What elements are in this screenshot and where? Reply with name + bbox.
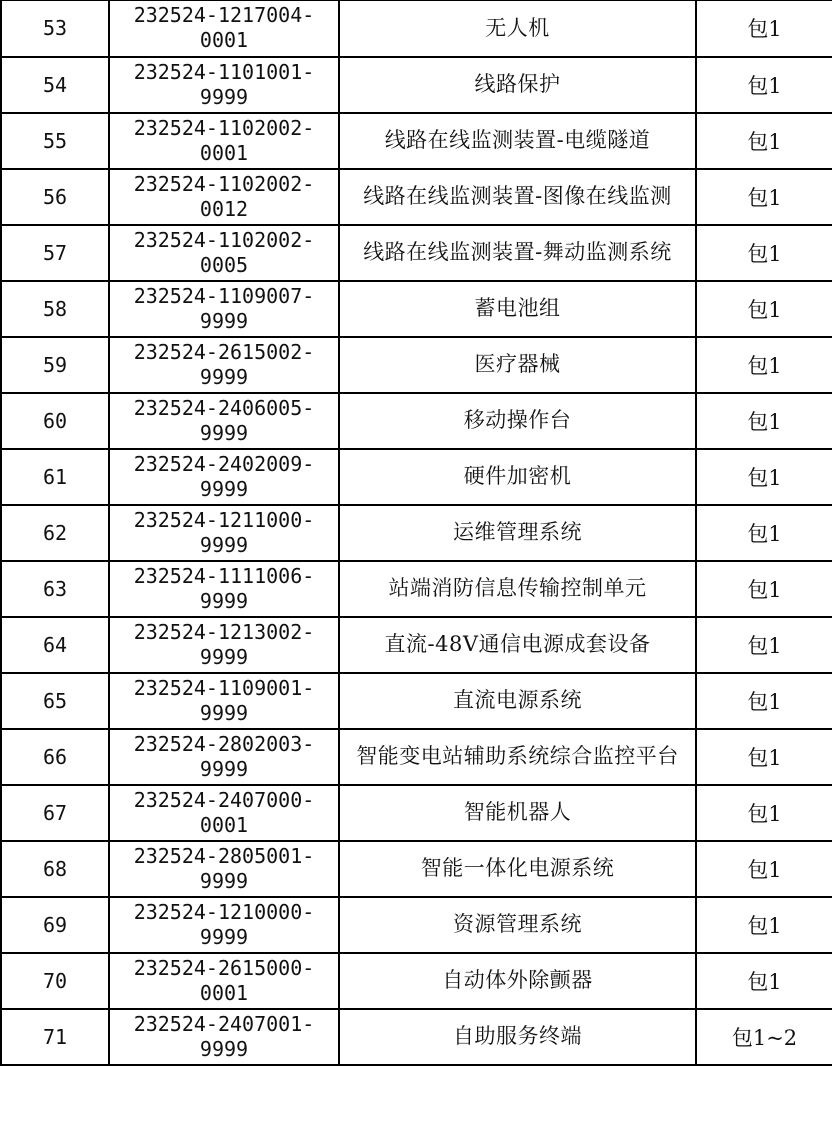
- row-number: 56: [1, 169, 109, 225]
- table-row: [1, 57, 832, 113]
- row-number: 62: [1, 505, 109, 561]
- material-code-line1: 232524-1102002-: [133, 171, 315, 196]
- material-code-line2: 9999: [199, 756, 249, 781]
- material-code-line2: 9999: [199, 588, 249, 613]
- material-code-line2: 0005: [199, 252, 249, 277]
- table-row: [1, 113, 832, 169]
- material-code-line2: 9999: [199, 700, 249, 725]
- material-code-line1: 232524-2615002-: [133, 339, 315, 364]
- material-code: [109, 953, 339, 1009]
- material-code: [109, 281, 339, 337]
- material-code: [109, 561, 339, 617]
- item-name-text: 智能变电站辅助系统综合监控平台: [356, 744, 679, 768]
- material-code: [109, 449, 339, 505]
- material-code: [109, 393, 339, 449]
- table-row: [1, 673, 832, 729]
- item-name-text: 医疗器械: [474, 352, 561, 376]
- material-code-line2: 9999: [199, 476, 249, 501]
- table-row: [1, 169, 832, 225]
- material-code-line2: 0001: [199, 812, 249, 837]
- item-name: [339, 673, 696, 729]
- material-code-line1: 232524-2407000-: [133, 787, 315, 812]
- material-code: [109, 225, 339, 281]
- material-code: [109, 897, 339, 953]
- material-code-line2: 0001: [199, 140, 249, 165]
- item-name: [339, 505, 696, 561]
- table-row: [1, 1, 832, 57]
- item-name-text: 运维管理系统: [453, 520, 582, 544]
- item-name-text: 线路保护: [474, 72, 561, 96]
- item-name-text: 蓄电池组: [474, 296, 561, 320]
- item-name-text: 站端消防信息传输控制单元: [388, 576, 647, 600]
- material-code-line2: 9999: [199, 364, 249, 389]
- item-name: [339, 953, 696, 1009]
- package-label: 包1: [696, 897, 832, 953]
- package-label: 包1: [696, 841, 832, 897]
- item-name: [339, 841, 696, 897]
- package-label: 包1: [696, 169, 832, 225]
- material-code: [109, 729, 339, 785]
- package-label: 包1: [696, 281, 832, 337]
- material-code-line2: 9999: [199, 420, 249, 445]
- row-number: 60: [1, 393, 109, 449]
- material-code-line2: 9999: [199, 532, 249, 557]
- item-name-text: 硬件加密机: [463, 464, 572, 488]
- item-name-text: 移动操作台: [463, 408, 572, 432]
- material-code-line1: 232524-2406005-: [133, 395, 315, 420]
- material-code: [109, 841, 339, 897]
- material-code-line2: 9999: [199, 1036, 249, 1061]
- material-code-line1: 232524-1102002-: [133, 115, 315, 140]
- package-label: 包1: [696, 337, 832, 393]
- row-number: 68: [1, 841, 109, 897]
- row-number: 57: [1, 225, 109, 281]
- table-row: [1, 281, 832, 337]
- material-code-line1: 232524-2407001-: [133, 1011, 315, 1036]
- material-code-line1: 232524-1101001-: [133, 59, 315, 84]
- item-name-text: 线路在线监测装置-舞动监测系统: [363, 240, 672, 264]
- item-name: [339, 225, 696, 281]
- item-name-text: 线路在线监测装置-图像在线监测: [363, 184, 672, 208]
- item-name: [339, 897, 696, 953]
- package-label: 包1: [696, 505, 832, 561]
- material-code: [109, 113, 339, 169]
- item-name: [339, 169, 696, 225]
- row-number: 63: [1, 561, 109, 617]
- material-code-line2: 9999: [199, 924, 249, 949]
- item-name-text: 直流-48V通信电源成套设备: [384, 632, 651, 656]
- material-code-line1: 232524-2615000-: [133, 955, 315, 980]
- material-code: [109, 1, 339, 57]
- material-code-line1: 232524-2805001-: [133, 843, 315, 868]
- material-code-line1: 232524-1109001-: [133, 675, 315, 700]
- row-number: 61: [1, 449, 109, 505]
- item-name-text: 资源管理系统: [453, 912, 582, 936]
- row-number: 53: [1, 1, 109, 57]
- item-name-text: 无人机: [485, 15, 550, 40]
- material-code-line2: 9999: [199, 84, 249, 109]
- row-number: 66: [1, 729, 109, 785]
- row-number: 64: [1, 617, 109, 673]
- package-label: 包1: [696, 1, 832, 57]
- package-label: 包1: [696, 57, 832, 113]
- item-name-text: 直流电源系统: [453, 688, 582, 712]
- material-code-line2: 9999: [199, 868, 249, 893]
- item-name: [339, 57, 696, 113]
- table-row: [1, 1009, 832, 1065]
- material-code-line2: 9999: [199, 308, 249, 333]
- row-number: 65: [1, 673, 109, 729]
- item-name: [339, 393, 696, 449]
- item-name-text: 自动体外除颤器: [442, 968, 593, 992]
- material-code-line1: 232524-2802003-: [133, 731, 315, 756]
- item-name: [339, 1, 696, 57]
- table-row: [1, 729, 832, 785]
- material-code: [109, 505, 339, 561]
- package-label: 包1: [696, 953, 832, 1009]
- item-name-text: 智能一体化电源系统: [420, 856, 615, 880]
- item-name: [339, 337, 696, 393]
- package-label: 包1: [696, 785, 832, 841]
- material-code: [109, 673, 339, 729]
- item-name: [339, 617, 696, 673]
- table-row: [1, 785, 832, 841]
- material-code: [109, 617, 339, 673]
- package-label: 包1: [696, 673, 832, 729]
- package-label: 包1~2: [696, 1009, 832, 1065]
- row-number: 67: [1, 785, 109, 841]
- item-name-text: 自助服务终端: [453, 1024, 582, 1048]
- package-label: 包1: [696, 225, 832, 281]
- item-name: [339, 113, 696, 169]
- table-row: [1, 225, 832, 281]
- material-code-line2: 0001: [199, 28, 249, 53]
- material-code-line2: 0001: [199, 980, 249, 1005]
- table-row: [1, 953, 832, 1009]
- table-row: [1, 617, 832, 673]
- row-number: 54: [1, 57, 109, 113]
- material-code: [109, 1009, 339, 1065]
- row-number: 71: [1, 1009, 109, 1065]
- row-number: 58: [1, 281, 109, 337]
- item-name: [339, 729, 696, 785]
- row-number: 70: [1, 953, 109, 1009]
- table-row: [1, 337, 832, 393]
- material-code-line1: 232524-2402009-: [133, 451, 315, 476]
- material-code: [109, 57, 339, 113]
- item-name: [339, 785, 696, 841]
- material-code-line1: 232524-1217004-: [133, 3, 315, 28]
- package-label: 包1: [696, 561, 832, 617]
- row-number: 69: [1, 897, 109, 953]
- material-code: [109, 337, 339, 393]
- material-code-line1: 232524-1213002-: [133, 619, 315, 644]
- material-code-line1: 232524-1102002-: [133, 227, 315, 252]
- item-name-text: 线路在线监测装置-电缆隧道: [384, 128, 651, 152]
- package-label: 包1: [696, 113, 832, 169]
- material-code-line1: 232524-1210000-: [133, 899, 315, 924]
- row-number: 55: [1, 113, 109, 169]
- material-code-line1: 232524-1211000-: [133, 507, 315, 532]
- table-row: [1, 393, 832, 449]
- material-code: [109, 785, 339, 841]
- material-code: [109, 169, 339, 225]
- material-code-line1: 232524-1109007-: [133, 283, 315, 308]
- table-row: [1, 505, 832, 561]
- table-row: [1, 841, 832, 897]
- row-number: 59: [1, 337, 109, 393]
- package-label: 包1: [696, 729, 832, 785]
- item-name: [339, 281, 696, 337]
- table-row: [1, 449, 832, 505]
- items-table-body: [1, 1, 832, 1065]
- item-name-text: 智能机器人: [463, 800, 572, 824]
- material-code-line2: 9999: [199, 644, 249, 669]
- material-code-line2: 0012: [199, 196, 249, 221]
- item-name: [339, 1009, 696, 1065]
- table-row: [1, 561, 832, 617]
- item-name: [339, 561, 696, 617]
- item-name: [339, 449, 696, 505]
- table-row: [1, 897, 832, 953]
- package-label: 包1: [696, 449, 832, 505]
- package-label: 包1: [696, 393, 832, 449]
- material-code-line1: 232524-1111006-: [133, 563, 315, 588]
- package-label: 包1: [696, 617, 832, 673]
